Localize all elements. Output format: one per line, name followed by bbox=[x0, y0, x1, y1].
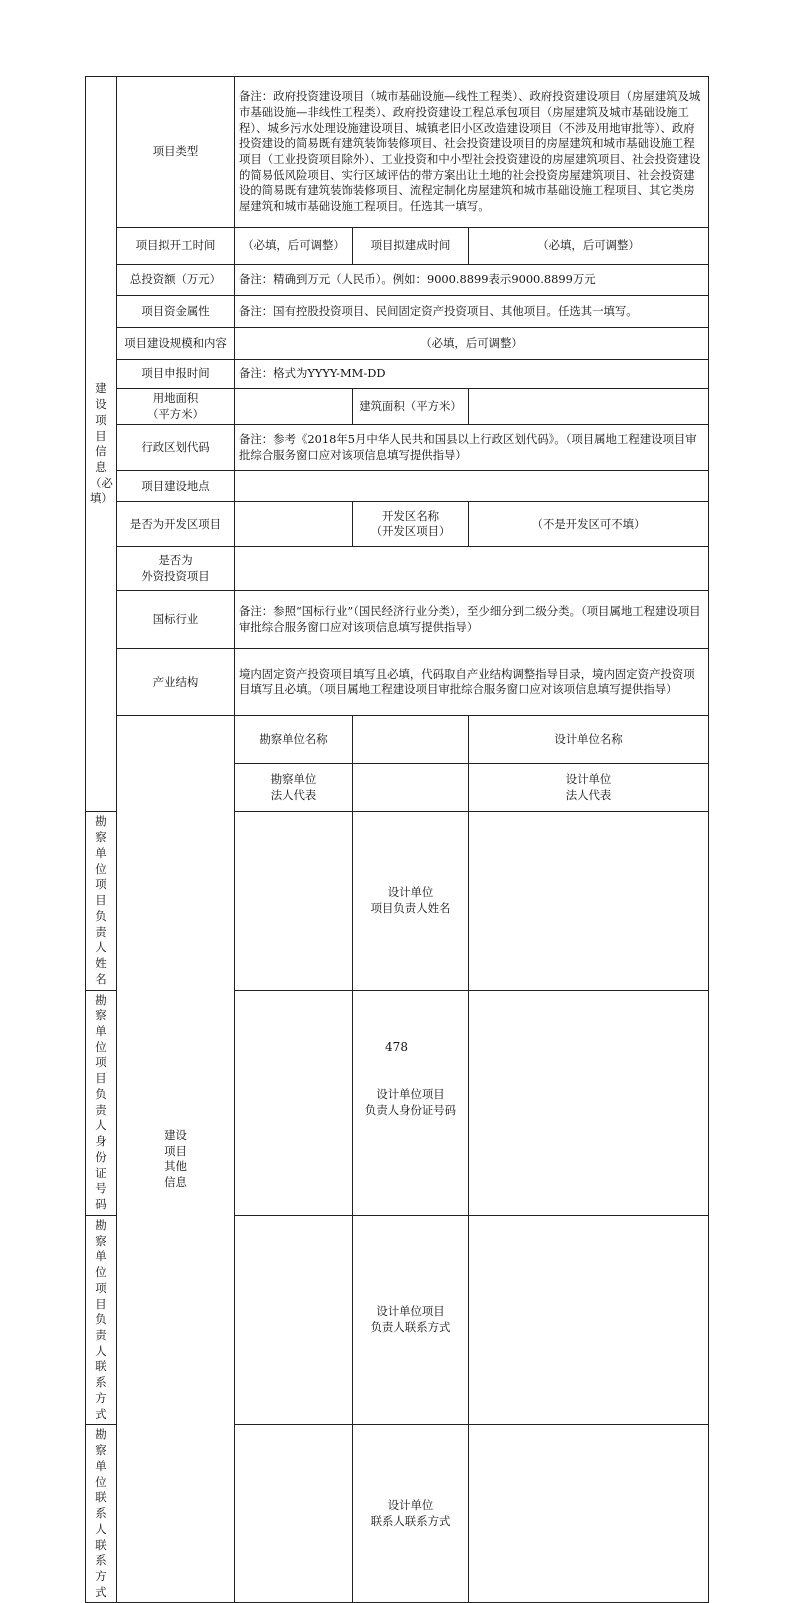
project-info-form bbox=[85, 76, 709, 1603]
value-location[interactable] bbox=[235, 471, 709, 502]
note-fund-attr[interactable]: 备注：国有控股投资项目、民间固定资产投资项目、其他项目。任选其一填写。 bbox=[235, 296, 709, 328]
row-schedule bbox=[86, 228, 709, 265]
row-scale bbox=[86, 328, 709, 360]
label-industry: 国标行业 bbox=[117, 591, 235, 649]
label-finish-time: 项目拟建成时间 bbox=[353, 228, 469, 265]
value-survey-contact-person[interactable] bbox=[235, 1425, 353, 1603]
label-location: 项目建设地点 bbox=[117, 471, 235, 502]
label-survey-unit-name: 勘察单位名称 bbox=[235, 716, 353, 764]
label-foreign: 是否为 外资投资项目 bbox=[117, 547, 235, 591]
value-start-time[interactable]: （必填，后可调整） bbox=[235, 228, 353, 265]
value-scale[interactable]: （必填，后可调整） bbox=[235, 328, 709, 360]
row-project-type bbox=[86, 77, 709, 228]
label-apply-time: 项目申报时间 bbox=[117, 360, 235, 389]
section-title-other-info: 建设 项目 其他 信息 bbox=[117, 716, 235, 1603]
row-foreign bbox=[86, 547, 709, 591]
row-industry bbox=[86, 591, 709, 649]
label-building-area: 建筑面积（平方米） bbox=[353, 389, 469, 425]
label-design-contact-person: 设计单位 联系人联系方式 bbox=[353, 1425, 469, 1603]
page-number: 478 bbox=[385, 1040, 408, 1054]
label-region-code: 行政区划代码 bbox=[117, 425, 235, 471]
value-survey-legal-rep[interactable] bbox=[353, 764, 469, 812]
value-design-manager-name[interactable] bbox=[469, 812, 709, 990]
label-design-manager-contact: 设计单位项目 负责人联系方式 bbox=[353, 1215, 469, 1425]
value-dev-zone[interactable] bbox=[235, 502, 353, 547]
row-location bbox=[86, 471, 709, 502]
value-design-contact-person[interactable] bbox=[469, 1425, 709, 1603]
label-design-manager-id: 设计单位项目 负责人身份证号码 bbox=[353, 990, 469, 1215]
note-structure[interactable]: 境内固定资产投资项目填写且必填，代码取自产业结构调整指导目录，境内固定资产投资项目填写且必填。（项目属地工程建设项目审批综合服务窗口应对该项信息填写提供指导） bbox=[235, 649, 709, 716]
row-region-code bbox=[86, 425, 709, 471]
label-survey-manager-id: 勘察单位项目 负责人身份证号码 bbox=[86, 990, 117, 1215]
label-start-time: 项目拟开工时间 bbox=[117, 228, 235, 265]
value-finish-time[interactable]: （必填，后可调整） bbox=[469, 228, 709, 265]
label-fund-attr: 项目资金属性 bbox=[117, 296, 235, 328]
row-unit-name bbox=[86, 716, 709, 764]
value-foreign[interactable] bbox=[235, 547, 709, 591]
row-dev-zone bbox=[86, 502, 709, 547]
value-survey-unit-name[interactable] bbox=[353, 716, 469, 764]
label-design-legal-rep: 设计单位 法人代表 bbox=[469, 764, 709, 812]
value-design-manager-contact[interactable] bbox=[469, 1215, 709, 1425]
label-survey-manager-name: 勘察单位 项目负责人姓名 bbox=[86, 812, 117, 990]
value-design-manager-id[interactable] bbox=[469, 990, 709, 1215]
value-survey-manager-id[interactable] bbox=[235, 990, 353, 1215]
row-apply-time bbox=[86, 360, 709, 389]
label-survey-manager-contact: 勘察单位项目 负责人联系方式 bbox=[86, 1215, 117, 1425]
value-building-area[interactable] bbox=[469, 389, 709, 425]
label-investment: 总投资额（万元） bbox=[117, 265, 235, 296]
note-region-code[interactable]: 备注：参考《2018年5月中华人民共和国县以上行政区划代码》。（项目属地工程建设项目审批综合服务窗口应对该项信息填写提供指导） bbox=[235, 425, 709, 471]
value-land-area[interactable] bbox=[235, 389, 353, 425]
label-project-type: 项目类型 bbox=[117, 77, 235, 228]
label-dev-zone-name: 开发区名称 （开发区项目） bbox=[353, 502, 469, 547]
label-scale: 项目建设规模和内容 bbox=[117, 328, 235, 360]
note-project-type: 备注：政府投资建设项目（城市基础设施—线性工程类）、政府投资建设项目（房屋建筑及城市基础设施—非线性工程类）、政府投资建设工程总承包项目（房屋建筑及城市基础设施工程）、城乡污水处理设施建设项目、城镇老旧小区改造建设项目（不涉及用地审批等）、政府投资建设的简易既有建筑装饰装修项目、社会投资建设项目的房屋建筑和城市基础设施工程项目（工业投资项目除外）、工业投资和中小型社会投资建设的房屋建筑项目、社会投资建设的简易低风险项目、实行区域评估的带方案出让土地的社会投资房屋建筑项目、社会投资建设的简易既有建筑装饰装修项目、流程定制化房屋建筑和城市基础设施工程项目、其它类房屋建筑和城市基础设施工程项目。任选其一填写。 bbox=[235, 77, 709, 228]
row-fund-attr bbox=[86, 296, 709, 328]
row-area bbox=[86, 389, 709, 425]
label-survey-legal-rep: 勘察单位 法人代表 bbox=[235, 764, 353, 812]
value-survey-manager-contact[interactable] bbox=[235, 1215, 353, 1425]
label-survey-contact-person: 勘察单位 联系人联系方式 bbox=[86, 1425, 117, 1603]
label-design-manager-name: 设计单位 项目负责人姓名 bbox=[353, 812, 469, 990]
label-land-area: 用地面积 （平方米） bbox=[117, 389, 235, 425]
label-dev-zone: 是否为开发区项目 bbox=[117, 502, 235, 547]
row-structure bbox=[86, 649, 709, 716]
note-investment[interactable]: 备注：精确到万元（人民币）。例如：9000.8899表示9000.8899万元 bbox=[235, 265, 709, 296]
label-design-unit-name: 设计单位名称 bbox=[469, 716, 709, 764]
note-industry[interactable]: 备注：参照“国标行业”（国民经济行业分类），至少细分到二级分类。（项目属地工程建设项目审批综合服务窗口应对该项信息填写提供指导） bbox=[235, 591, 709, 649]
note-apply-time[interactable]: 备注：格式为YYYY-MM-DD bbox=[235, 360, 709, 389]
label-structure: 产业结构 bbox=[117, 649, 235, 716]
row-investment bbox=[86, 265, 709, 296]
section-title-project-info: 建设 项目 信息 （必 填） bbox=[86, 77, 117, 812]
value-dev-zone-name[interactable]: （不是开发区可不填） bbox=[469, 502, 709, 547]
value-survey-manager-name[interactable] bbox=[235, 812, 353, 990]
